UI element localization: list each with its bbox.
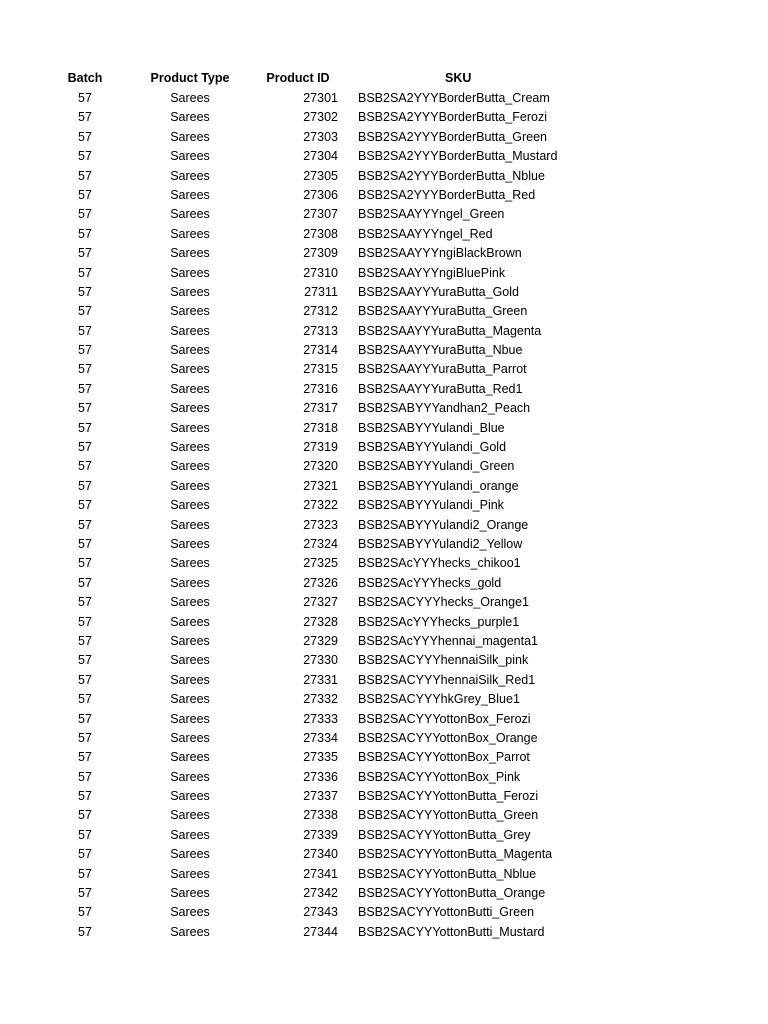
batch-cell: 57 bbox=[78, 827, 92, 842]
batch-cell: 57 bbox=[78, 343, 92, 358]
product-type-cell: Sarees bbox=[170, 827, 210, 842]
sku-cell: BSB2SACYYYottonBox_Orange bbox=[358, 730, 538, 745]
sku-cell: BSB2SABYYYulandi_Gold bbox=[358, 440, 507, 455]
batch-cell: 57 bbox=[78, 440, 92, 455]
batch-cell: 57 bbox=[78, 323, 92, 338]
sku-cell: BSB2SAAYYYuraButta_Nbue bbox=[358, 343, 523, 358]
product-id-cell: 27344 bbox=[303, 924, 338, 939]
table-row bbox=[0, 283, 768, 302]
product-id-cell: 27321 bbox=[303, 478, 338, 493]
batch-cell: 57 bbox=[78, 866, 92, 881]
batch-cell: 57 bbox=[78, 459, 92, 474]
table-row bbox=[0, 690, 768, 709]
sku-cell: BSB2SA2YYYBorderButta_Red bbox=[358, 187, 536, 202]
batch-cell: 57 bbox=[78, 129, 92, 144]
product-type-cell: Sarees bbox=[170, 343, 210, 358]
sku-cell: BSB2SA2YYYBorderButta_Cream bbox=[358, 91, 550, 105]
product-type-cell: Sarees bbox=[170, 536, 210, 551]
table-row bbox=[0, 884, 768, 903]
product-id-cell: 27331 bbox=[303, 672, 338, 687]
header-product-type: Product Type bbox=[150, 71, 230, 85]
product-id-cell: 27310 bbox=[303, 265, 338, 280]
table-row bbox=[0, 826, 768, 845]
product-id-cell: 27343 bbox=[303, 905, 338, 920]
product-id-cell: 27340 bbox=[303, 847, 338, 862]
sku-cell: BSB2SABYYYulandi2_Orange bbox=[358, 517, 529, 532]
product-id-cell: 27328 bbox=[303, 614, 338, 629]
product-id-cell: 27314 bbox=[303, 343, 338, 358]
product-type-cell: Sarees bbox=[170, 362, 210, 377]
header-product-id: Product ID bbox=[266, 71, 330, 85]
table-row bbox=[0, 322, 768, 341]
batch-cell: 57 bbox=[78, 226, 92, 241]
sku-cell: BSB2SAAYYYuraButta_Parrot bbox=[358, 362, 527, 377]
product-type-cell: Sarees bbox=[170, 517, 210, 532]
batch-cell: 57 bbox=[78, 478, 92, 493]
product-type-cell: Sarees bbox=[170, 207, 210, 222]
batch-cell: 57 bbox=[78, 284, 92, 299]
header-row bbox=[0, 68, 768, 89]
sku-cell: BSB2SABYYYulandi_orange bbox=[358, 478, 519, 493]
batch-cell: 57 bbox=[78, 517, 92, 532]
product-id-cell: 27330 bbox=[303, 653, 338, 668]
product-type-cell: Sarees bbox=[170, 866, 210, 881]
sku-cell: BSB2SABYYYandhan2_Peach bbox=[358, 401, 531, 416]
product-type-cell: Sarees bbox=[170, 226, 210, 241]
sku-cell: BSB2SAcYYYhecks_purple1 bbox=[358, 614, 520, 629]
table-row bbox=[0, 806, 768, 825]
sku-cell: BSB2SABYYYulandi2_Yellow bbox=[358, 536, 523, 551]
product-type-cell: Sarees bbox=[170, 323, 210, 338]
product-type-cell: Sarees bbox=[170, 595, 210, 610]
batch-cell: 57 bbox=[78, 420, 92, 435]
batch-cell: 57 bbox=[78, 924, 92, 939]
sku-cell: BSB2SACYYYottonButta_Ferozi bbox=[358, 789, 539, 804]
product-table bbox=[0, 68, 768, 942]
product-type-cell: Sarees bbox=[170, 459, 210, 474]
sku-cell: BSB2SAAYYYuraButta_Red1 bbox=[358, 381, 523, 396]
sku-cell: BSB2SAAYYYngiBluePink bbox=[358, 265, 506, 280]
batch-cell: 57 bbox=[78, 187, 92, 202]
batch-cell: 57 bbox=[78, 614, 92, 629]
sku-cell: BSB2SABYYYulandi_Blue bbox=[358, 420, 505, 435]
product-id-cell: 27319 bbox=[303, 440, 338, 455]
table-row bbox=[0, 671, 768, 690]
table-row bbox=[0, 710, 768, 729]
batch-cell: 57 bbox=[78, 808, 92, 823]
product-id-cell: 27323 bbox=[303, 517, 338, 532]
sku-cell: BSB2SABYYYulandi_Green bbox=[358, 459, 515, 474]
table-row bbox=[0, 438, 768, 457]
table-row bbox=[0, 89, 768, 108]
table-body bbox=[0, 89, 768, 942]
table-row bbox=[0, 399, 768, 418]
sku-cell: BSB2SABYYYulandi_Pink bbox=[358, 498, 504, 513]
sku-cell: BSB2SACYYYottonButta_Orange bbox=[358, 886, 546, 901]
sku-cell: BSB2SACYYYhkGrey_Blue1 bbox=[358, 692, 520, 707]
batch-cell: 57 bbox=[78, 595, 92, 610]
table-row bbox=[0, 264, 768, 283]
product-type-cell: Sarees bbox=[170, 614, 210, 629]
product-id-cell: 27329 bbox=[303, 633, 338, 648]
product-type-cell: Sarees bbox=[170, 653, 210, 668]
table-row bbox=[0, 903, 768, 922]
product-type-cell: Sarees bbox=[170, 401, 210, 416]
sku-cell: BSB2SA2YYYBorderButta_Mustard bbox=[358, 149, 558, 164]
product-id-cell: 27342 bbox=[303, 886, 338, 901]
batch-cell: 57 bbox=[78, 381, 92, 396]
sku-cell: BSB2SAcYYYhecks_chikoo1 bbox=[358, 556, 521, 571]
product-id-cell: 27320 bbox=[303, 459, 338, 474]
product-id-cell: 27339 bbox=[303, 827, 338, 842]
product-id-cell: 27309 bbox=[303, 246, 338, 261]
table-row bbox=[0, 186, 768, 205]
product-type-cell: Sarees bbox=[170, 886, 210, 901]
batch-cell: 57 bbox=[78, 362, 92, 377]
batch-cell: 57 bbox=[78, 750, 92, 765]
product-type-cell: Sarees bbox=[170, 498, 210, 513]
batch-cell: 57 bbox=[78, 905, 92, 920]
table-row bbox=[0, 613, 768, 632]
batch-cell: 57 bbox=[78, 168, 92, 183]
table-row bbox=[0, 380, 768, 399]
batch-cell: 57 bbox=[78, 886, 92, 901]
batch-cell: 57 bbox=[78, 401, 92, 416]
table-row bbox=[0, 128, 768, 147]
sku-cell: BSB2SA2YYYBorderButta_Nblue bbox=[358, 168, 545, 183]
batch-cell: 57 bbox=[78, 730, 92, 745]
product-type-cell: Sarees bbox=[170, 633, 210, 648]
product-type-cell: Sarees bbox=[170, 129, 210, 144]
product-type-cell: Sarees bbox=[170, 575, 210, 590]
batch-cell: 57 bbox=[78, 207, 92, 222]
table-row bbox=[0, 457, 768, 476]
product-id-cell: 27313 bbox=[303, 323, 338, 338]
sku-cell: BSB2SACYYYottonButta_Nblue bbox=[358, 866, 537, 881]
table-row bbox=[0, 419, 768, 438]
product-id-cell: 27306 bbox=[303, 187, 338, 202]
table-row bbox=[0, 496, 768, 515]
product-type-cell: Sarees bbox=[170, 168, 210, 183]
product-id-cell: 27325 bbox=[303, 556, 338, 571]
batch-cell: 57 bbox=[78, 304, 92, 319]
batch-cell: 57 bbox=[78, 653, 92, 668]
sku-cell: BSB2SAAYYYuraButta_Magenta bbox=[358, 323, 542, 338]
sku-cell: BSB2SACYYYottonBox_Pink bbox=[358, 769, 521, 784]
product-id-cell: 27326 bbox=[303, 575, 338, 590]
product-id-cell: 27335 bbox=[303, 750, 338, 765]
sku-cell: BSB2SAAYYYngiBlackBrown bbox=[358, 246, 522, 261]
product-id-cell: 27315 bbox=[303, 362, 338, 377]
product-id-cell: 27324 bbox=[303, 536, 338, 551]
product-id-cell: 27333 bbox=[303, 711, 338, 726]
table-row bbox=[0, 108, 768, 127]
product-id-cell: 27316 bbox=[303, 381, 338, 396]
product-type-cell: Sarees bbox=[170, 265, 210, 280]
table-row bbox=[0, 516, 768, 535]
batch-cell: 57 bbox=[78, 692, 92, 707]
table-row bbox=[0, 205, 768, 224]
product-type-cell: Sarees bbox=[170, 381, 210, 396]
product-type-cell: Sarees bbox=[170, 672, 210, 687]
sku-cell: BSB2SA2YYYBorderButta_Ferozi bbox=[358, 110, 547, 125]
sku-cell: BSB2SAAYYYuraButta_Gold bbox=[358, 284, 519, 299]
batch-cell: 57 bbox=[78, 536, 92, 551]
table-row bbox=[0, 632, 768, 651]
sku-cell: BSB2SACYYYottonButta_Magenta bbox=[358, 847, 553, 862]
table-row bbox=[0, 167, 768, 186]
batch-cell: 57 bbox=[78, 672, 92, 687]
product-type-cell: Sarees bbox=[170, 730, 210, 745]
product-id-cell: 27327 bbox=[303, 595, 338, 610]
sku-cell: BSB2SACYYYhennaiSilk_pink bbox=[358, 653, 529, 668]
product-type-cell: Sarees bbox=[170, 847, 210, 862]
batch-cell: 57 bbox=[78, 246, 92, 261]
table-row bbox=[0, 651, 768, 670]
product-type-cell: Sarees bbox=[170, 905, 210, 920]
table-row bbox=[0, 845, 768, 864]
product-id-cell: 27302 bbox=[303, 110, 338, 125]
sku-cell: BSB2SACYYYottonButta_Green bbox=[358, 808, 539, 823]
product-type-cell: Sarees bbox=[170, 440, 210, 455]
product-id-cell: 27336 bbox=[303, 769, 338, 784]
product-id-cell: 27304 bbox=[303, 149, 338, 164]
table-row bbox=[0, 748, 768, 767]
batch-cell: 57 bbox=[78, 265, 92, 280]
batch-cell: 57 bbox=[78, 149, 92, 164]
product-type-cell: Sarees bbox=[170, 149, 210, 164]
table-row bbox=[0, 147, 768, 166]
table-row bbox=[0, 225, 768, 244]
product-id-cell: 27341 bbox=[303, 866, 338, 881]
batch-cell: 57 bbox=[78, 91, 92, 105]
table-row bbox=[0, 535, 768, 554]
table-row bbox=[0, 244, 768, 263]
product-type-cell: Sarees bbox=[170, 556, 210, 571]
product-id-cell: 27301 bbox=[303, 91, 338, 105]
table-row bbox=[0, 923, 768, 942]
product-type-cell: Sarees bbox=[170, 420, 210, 435]
sku-cell: BSB2SAcYYYhennai_magenta1 bbox=[358, 633, 538, 648]
product-id-cell: 27322 bbox=[303, 498, 338, 513]
product-type-cell: Sarees bbox=[170, 808, 210, 823]
product-type-cell: Sarees bbox=[170, 187, 210, 202]
table-row bbox=[0, 768, 768, 787]
sku-cell: BSB2SACYYYottonBox_Ferozi bbox=[358, 711, 531, 726]
product-type-cell: Sarees bbox=[170, 750, 210, 765]
product-id-cell: 27317 bbox=[303, 401, 338, 416]
batch-cell: 57 bbox=[78, 498, 92, 513]
batch-cell: 57 bbox=[78, 769, 92, 784]
product-id-cell: 27303 bbox=[303, 129, 338, 144]
batch-cell: 57 bbox=[78, 575, 92, 590]
product-type-cell: Sarees bbox=[170, 246, 210, 261]
product-type-cell: Sarees bbox=[170, 711, 210, 726]
batch-cell: 57 bbox=[78, 847, 92, 862]
product-type-cell: Sarees bbox=[170, 110, 210, 125]
sku-cell: BSB2SAAYYYngel_Green bbox=[358, 207, 505, 222]
product-id-cell: 27334 bbox=[303, 730, 338, 745]
product-id-cell: 27311 bbox=[304, 284, 338, 299]
table-row bbox=[0, 554, 768, 573]
product-type-cell: Sarees bbox=[170, 284, 210, 299]
sku-cell: BSB2SAAYYYngel_Red bbox=[358, 226, 493, 241]
product-id-cell: 27337 bbox=[303, 789, 338, 804]
product-id-cell: 27338 bbox=[303, 808, 338, 823]
product-id-cell: 27312 bbox=[303, 304, 338, 319]
sku-cell: BSB2SAAYYYuraButta_Green bbox=[358, 304, 528, 319]
sku-cell: BSB2SAcYYYhecks_gold bbox=[358, 575, 502, 590]
product-type-cell: Sarees bbox=[170, 91, 210, 105]
sku-cell: BSB2SACYYYottonBox_Parrot bbox=[358, 750, 530, 765]
product-type-cell: Sarees bbox=[170, 789, 210, 804]
batch-cell: 57 bbox=[78, 789, 92, 804]
batch-cell: 57 bbox=[78, 711, 92, 726]
sku-cell: BSB2SA2YYYBorderButta_Green bbox=[358, 129, 548, 144]
sku-cell: BSB2SACYYYottonButti_Mustard bbox=[358, 924, 545, 939]
table-row bbox=[0, 729, 768, 748]
sku-cell: BSB2SACYYYhecks_Orange1 bbox=[358, 595, 529, 610]
batch-cell: 57 bbox=[78, 110, 92, 125]
product-id-cell: 27332 bbox=[303, 692, 338, 707]
table-row bbox=[0, 574, 768, 593]
table-row bbox=[0, 341, 768, 360]
table-row bbox=[0, 360, 768, 379]
sku-cell: BSB2SACYYYottonButti_Green bbox=[358, 905, 535, 920]
product-type-cell: Sarees bbox=[170, 304, 210, 319]
header-batch: Batch bbox=[67, 71, 103, 85]
batch-cell: 57 bbox=[78, 633, 92, 648]
table-row bbox=[0, 477, 768, 496]
product-type-cell: Sarees bbox=[170, 769, 210, 784]
product-type-cell: Sarees bbox=[170, 924, 210, 939]
header-sku: SKU bbox=[445, 71, 472, 85]
product-id-cell: 27307 bbox=[303, 207, 338, 222]
table-row bbox=[0, 865, 768, 884]
product-id-cell: 27318 bbox=[303, 420, 338, 435]
batch-cell: 57 bbox=[78, 556, 92, 571]
product-type-cell: Sarees bbox=[170, 478, 210, 493]
table-row bbox=[0, 593, 768, 612]
table-row bbox=[0, 787, 768, 806]
product-id-cell: 27308 bbox=[303, 226, 338, 241]
sku-cell: BSB2SACYYYhennaiSilk_Red1 bbox=[358, 672, 536, 687]
table-row bbox=[0, 302, 768, 321]
sku-cell: BSB2SACYYYottonButta_Grey bbox=[358, 827, 531, 842]
product-type-cell: Sarees bbox=[170, 692, 210, 707]
product-id-cell: 27305 bbox=[303, 168, 338, 183]
